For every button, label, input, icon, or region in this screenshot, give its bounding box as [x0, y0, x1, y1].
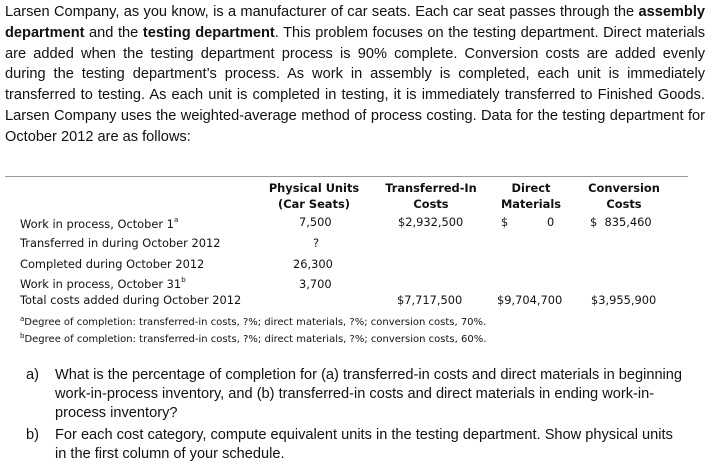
- header-conversion: Conversion: [588, 181, 660, 195]
- questions-list: [26, 366, 688, 467]
- question-b: [26, 426, 688, 464]
- question-a-label: a): [26, 367, 39, 383]
- wip-oct-31-units: 3,700: [299, 277, 332, 291]
- total-conversion: $3,955,900: [591, 293, 657, 307]
- question-a: [26, 366, 688, 423]
- intro-text-3: . This problem focuses on the testing department. Direct materials are added when the testing department process is 90% complete. Conversion costs are added evenly during the testing department’s process. As work in assembly is completed, each unit is immediately transferred to testing. As each unit is completed in testing, it is immediately transferred to Finished Goods. Larsen Company uses the weighted-average method of process costing. Data for the testing department for October 2012 are as follows:: [5, 24, 706, 145]
- question-a-text: What is the percentage of completion for (a) transferred-in costs and direct materials in beginning work-in-process inventory, and (b) transferred-in costs and direct materials in ending work-in-process inventory?: [55, 367, 683, 421]
- wip-oct-1-conversion: $ 835,460: [590, 215, 652, 229]
- section-divider: [5, 176, 688, 177]
- wip-oct-1-transferred-in: $2,932,500: [398, 215, 464, 229]
- header-transferred-in-sub: Costs: [413, 197, 449, 211]
- header-conversion-sub: Costs: [606, 197, 642, 211]
- header-transferred-in: Transferred-In: [385, 181, 477, 195]
- intro-text-1: Larsen Company, as you know, is a manufacturer of car seats. Each car seat passes through the: [5, 4, 639, 20]
- footnote-b: $^b$Degree of completion: transferred-in costs, ?%; direct materials, ?%; conversion costs, 60%.: [20, 332, 487, 345]
- row-label-total-costs: Total costs added during October 2012: [20, 293, 242, 307]
- header-physical-units: Physical Units: [268, 181, 360, 195]
- footnote-a: $^a$Degree of completion: transferred-in costs, ?%; direct materials, ?%; conversion costs, 70%.: [20, 315, 487, 328]
- question-b-text: For each cost category, compute equivalent units in the testing department. Show physical units in the first column of your schedule.: [55, 427, 673, 462]
- total-direct-materials: $9,704,700: [497, 293, 563, 307]
- assembly-department-term: assembly department: [5, 4, 705, 41]
- transferred-in-units: ?: [313, 236, 320, 250]
- completed-units: 26,300: [293, 257, 333, 271]
- header-physical-units-sub: (Car Seats): [278, 197, 350, 211]
- testing-department-term: testing department: [142, 24, 275, 41]
- question-b-label: b): [26, 427, 39, 443]
- total-transferred-in: $7,717,500: [397, 293, 463, 307]
- row-label-wip-oct-31: Work in process, October 31$^b$: [20, 276, 186, 291]
- wip-oct-1-dm-currency: $: [501, 215, 509, 229]
- row-label-completed: Completed during October 2012: [20, 257, 205, 271]
- intro-text-2: and the: [84, 24, 143, 41]
- wip-oct-1-dm-value: 0: [547, 215, 555, 229]
- wip-oct-1-units: 7,500: [299, 215, 332, 229]
- header-direct: Direct: [511, 181, 551, 195]
- row-label-transferred-in: Transferred in during October 2012: [20, 236, 221, 250]
- row-label-wip-oct-1: Work in process, October 1$^a$: [20, 216, 179, 231]
- header-direct-sub: Materials: [500, 197, 562, 211]
